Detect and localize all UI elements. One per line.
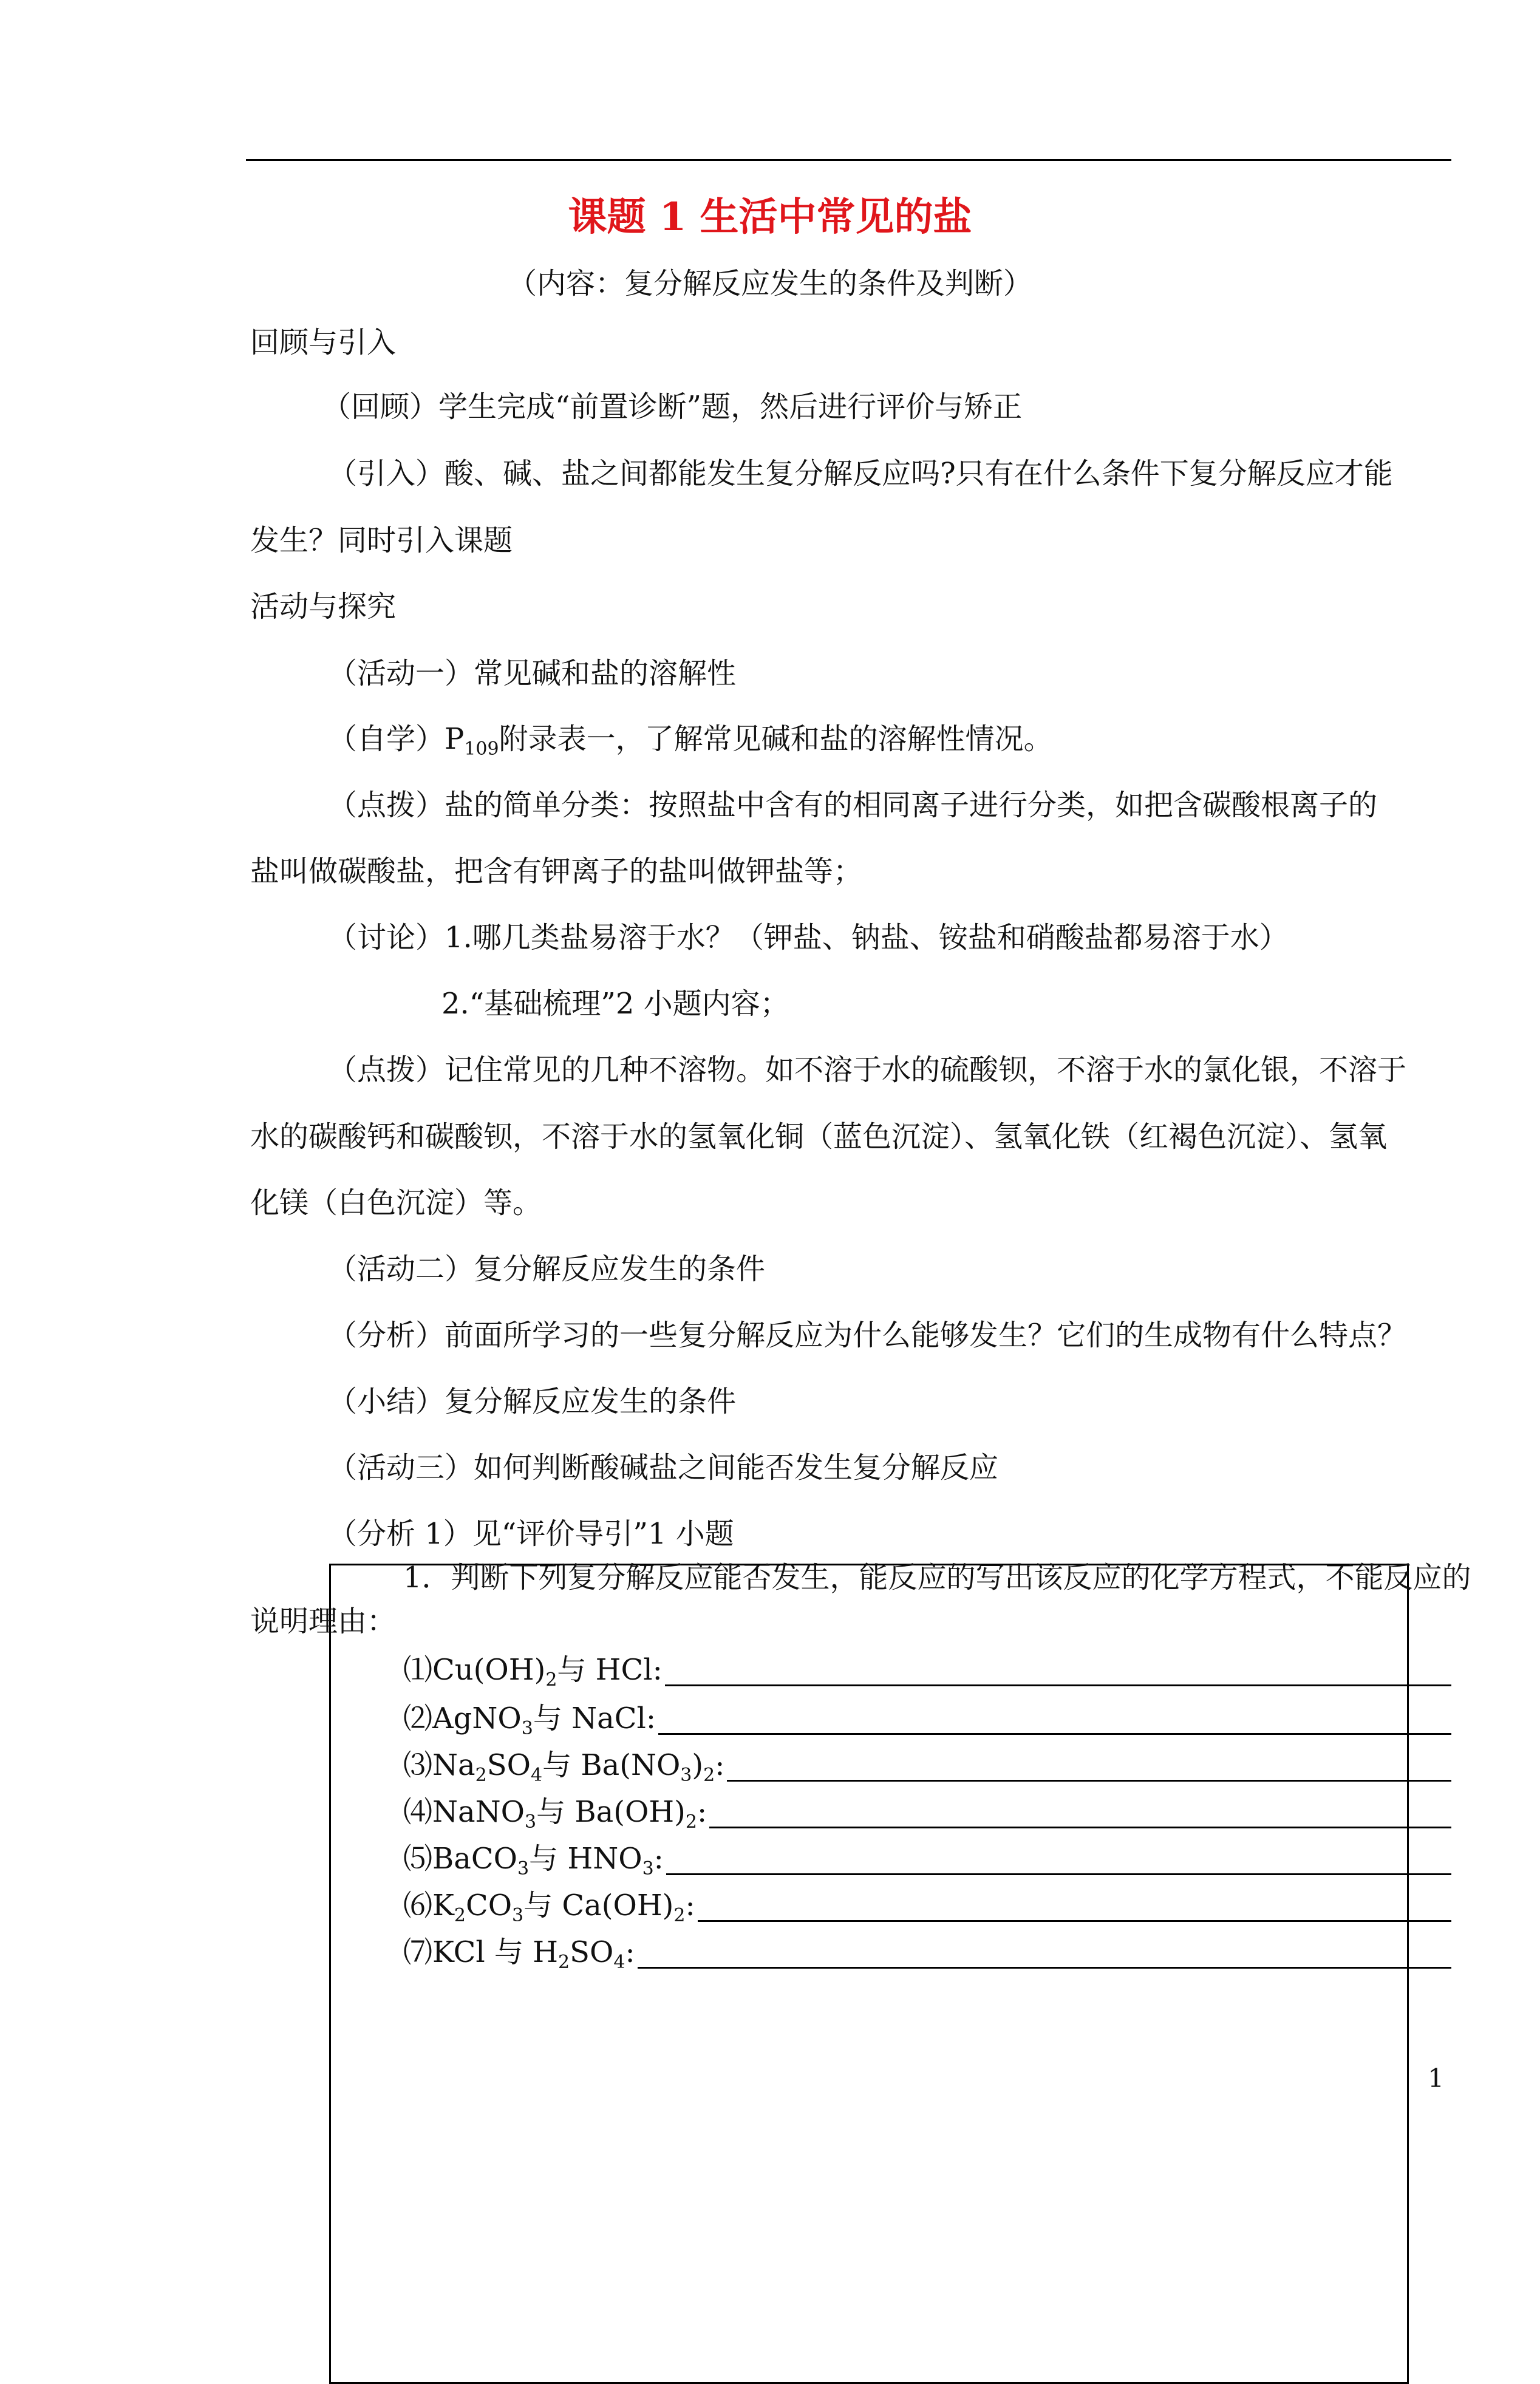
answer-blank-line[interactable] (665, 1684, 1451, 1686)
section-heading-review: 回顾与引入 (250, 325, 397, 359)
answer-blank-line[interactable] (727, 1780, 1451, 1782)
formula-text: 与 Ba(OH) (536, 1795, 686, 1829)
exercise-item (403, 1842, 664, 1879)
formula-text: 与 Ca(OH) (523, 1888, 674, 1923)
header-rule (246, 159, 1451, 161)
formula-subscript: 4 (613, 1952, 625, 1973)
formula-subscript: 2 (673, 1905, 686, 1926)
exercise-item-number: ⑺ (403, 1935, 433, 1969)
formula-subscript: 3 (680, 1765, 692, 1786)
intro-paragraph-line2: 发生？同时引入课题 (250, 523, 513, 557)
analysis1-paragraph: （分析 1）见“评价导引”1 小题 (328, 1517, 734, 1551)
review-paragraph: （回顾）学生完成“前置诊断”题，然后进行评价与矫正 (322, 390, 1023, 424)
page-number: 1 (1428, 2063, 1444, 2093)
answer-blank-line[interactable] (666, 1873, 1451, 1875)
formula-text: ) (692, 1748, 704, 1782)
answer-blank-line[interactable] (698, 1920, 1451, 1922)
hint1-line1: （点拨）盐的简单分类：按照盐中含有的相同离子进行分类，如把含碳酸根离子的 (328, 788, 1378, 822)
summary-paragraph: （小结）复分解反应发生的条件 (328, 1384, 737, 1418)
formula-subscript: 2 (685, 1811, 697, 1833)
formula-text: SO (570, 1935, 614, 1969)
formula-text: BaCO (432, 1842, 517, 1876)
formula-text: Na (432, 1748, 475, 1782)
activity3-heading: （活动三）如何判断酸碱盐之间能否发生复分解反应 (328, 1451, 999, 1485)
exercise-item-number: ⑹ (403, 1888, 433, 1923)
selfstudy-text-pre: （自学）P (328, 722, 465, 756)
exercise-item (403, 1795, 707, 1833)
exercise-item-number: ⑵ (403, 1701, 433, 1735)
formula-subscript: 2 (558, 1952, 570, 1973)
page-ref-subscript: 109 (464, 738, 499, 760)
formula-subscript: 3 (642, 1858, 654, 1879)
formula-subscript: 2 (545, 1669, 557, 1691)
exercise-item-number: ⑶ (403, 1748, 433, 1782)
exercise-item (403, 1748, 725, 1786)
formula-subscript: 3 (521, 1718, 533, 1739)
hint2-line1: （点拨）记住常见的几种不溶物。如不溶于水的硫酸钡，不溶于水的氯化银，不溶于 (328, 1053, 1407, 1087)
exercise-item (403, 1888, 695, 1926)
hint2-line2: 水的碳酸钙和碳酸钡，不溶于水的氢氧化铜（蓝色沉淀）、氢氧化铁（红褐色沉淀）、氢氧 (250, 1120, 1388, 1154)
exercise-item (403, 1701, 656, 1739)
formula-text: Cu(OH) (432, 1653, 546, 1687)
formula-text: : (625, 1935, 635, 1969)
section-heading-activity: 活动与探究 (250, 590, 397, 624)
formula-subscript: 4 (530, 1765, 543, 1786)
document-subtitle: （内容：复分解反应发生的条件及判断） (507, 267, 1032, 301)
formula-text: CO (465, 1888, 513, 1923)
formula-text: KCl 与 H (432, 1935, 559, 1969)
formula-text: : (697, 1795, 707, 1829)
hint2-line3: 化镁（白色沉淀）等。 (250, 1186, 542, 1220)
exercise-item-number: ⑸ (403, 1842, 433, 1876)
analysis-paragraph: （分析）前面所学习的一些复分解反应为什么能够发生？它们的生成物有什么特点？ (328, 1318, 1407, 1352)
document-title: 课题 1 生活中常见的盐 (568, 194, 972, 240)
formula-text: SO (486, 1748, 531, 1782)
exercise-item-number: ⑴ (403, 1653, 433, 1687)
formula-text: K (432, 1888, 454, 1923)
formula-text: NaNO (432, 1795, 525, 1829)
discussion-item-2: 2.“基础梳理”2 小题内容； (441, 987, 789, 1021)
formula-text: 与 HCl: (557, 1653, 663, 1687)
formula-text: AgNO (432, 1701, 522, 1735)
exercise-question-line1: 1．判断下列复分解反应能否发生，能反应的写出该反应的化学方程式，不能反应的 (403, 1561, 1471, 1595)
exercise-item (403, 1653, 663, 1691)
answer-blank-line[interactable] (709, 1827, 1451, 1828)
formula-subscript: 3 (517, 1858, 530, 1879)
activity1-heading: （活动一）常见碱和盐的溶解性 (328, 656, 737, 690)
exercise-question-line2: 说明理由： (250, 1604, 397, 1638)
formula-text: 与 NaCl: (533, 1701, 656, 1735)
activity2-heading: （活动二）复分解反应发生的条件 (328, 1252, 766, 1286)
formula-text: : (715, 1748, 725, 1782)
discussion-item-1: （讨论）1.哪几类盐易溶于水？（钾盐、钠盐、铵盐和硝酸盐都易溶于水） (328, 921, 1289, 955)
formula-subscript: 3 (512, 1905, 524, 1926)
answer-blank-line[interactable] (638, 1967, 1451, 1969)
exercise-item-number: ⑷ (403, 1795, 433, 1829)
formula-text: 与 HNO (529, 1842, 642, 1876)
formula-subscript: 3 (524, 1811, 537, 1833)
answer-blank-line[interactable] (658, 1733, 1451, 1735)
hint1-line2: 盐叫做碳酸盐，把含有钾离子的盐叫做钾盐等； (250, 854, 863, 888)
formula-subscript: 2 (475, 1765, 487, 1786)
intro-paragraph-line1: （引入）酸、碱、盐之间都能发生复分解反应吗?只有在什么条件下复分解反应才能 (328, 457, 1393, 491)
formula-subscript: 2 (703, 1765, 715, 1786)
exercise-item (403, 1935, 635, 1973)
formula-text: 与 Ba(NO (542, 1748, 681, 1782)
selfstudy-paragraph (328, 722, 1053, 760)
selfstudy-text-post: 附录表一，了解常见碱和盐的溶解性情况。 (499, 722, 1053, 756)
formula-subscript: 2 (454, 1905, 466, 1926)
formula-text: : (653, 1842, 664, 1876)
formula-text: : (685, 1888, 695, 1923)
